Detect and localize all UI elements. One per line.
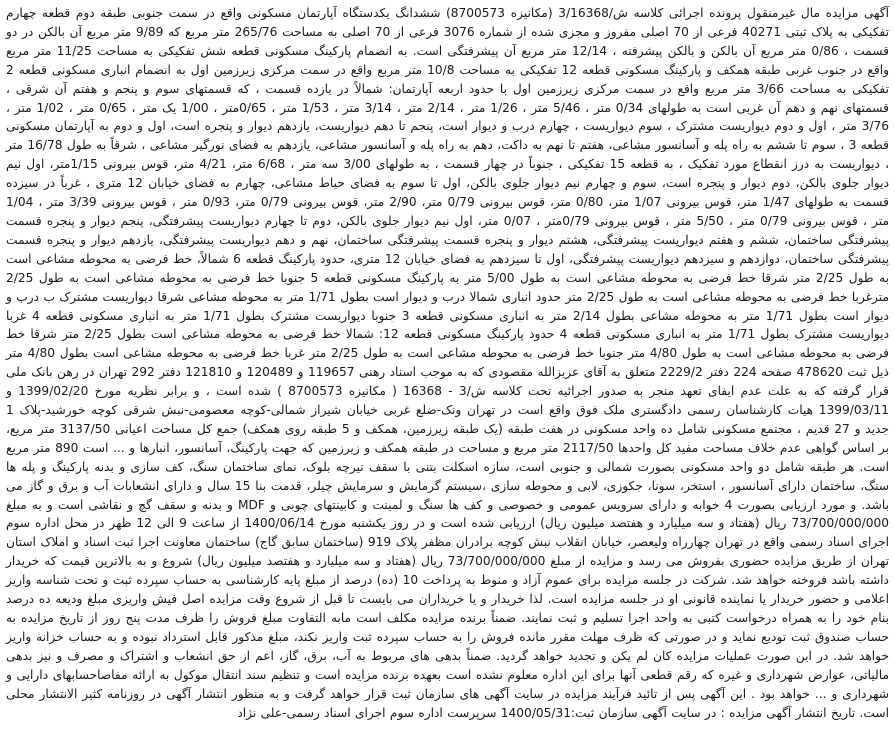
auction-notice-text: آگهی مزایده مال غیرمنقول پرونده اجرائی کلاسه ش/3/16368 (مکانیزه 8700573) ششدانگ یکدستگاه آپارتمان مسکونی واقع در سمت جنوبی طبقه دوم قطعه چهارم تفکیکی به پلاک ثبتی 40271 فرعی از 70 اصلی مفروز و مجزی شده از شماره 3076 فرعی از 70 اصلی به مساحت 265/76 متر مربع که 9/89 متر مربع آن بالکن در دو قسمت ، 0/86 متر مربع آن بالکن و بالکن پیشرفته ، 12/14 متر مربع آن پیشرفتگی است. به انضمام پارکینگ مسکونی قطعه شش تفکیکی به مساحت 11/25 متر مربع واقع در جنوب غربی طبقه همکف و پارکینگ مسکونی قطعه 12 تفکیکی به مساحت 10/8 متر مربع واقع در سمت مرکزی زیرزمین اول به انضمام انباری مسکونی قطعه 2 تفکیکی به مساحت 3/66 متر مربع واقع در سمت مرکزی زیرزمین اول با حدود اربعه آپارتمان: شمالاً در یازده قسمت ، که قسمتهای سوم و پنجم و هفتم آن شرقی ، قسمتهای نهم و دهم آن غربی است به طولهای 0/34 متر ، 5/46 متر ، 1/26 متر ، 2/14 متر ، 3/14 متر ، 1/53 متر ، 0/65متر ، 1/00 یک متر ، 0/65 متر ، 1/02 متر ، 3/76 متر ، اول و دوم دیواریست مشترک ، سوم دیواریست ، چهارم درب و دیوار است، پنجم تا دهم دیواریست، یازدهم دیوار و پنجره است، اول و دوم به آپارتمان مسکونی قطعه 3 ، سوم تا ششم به راه پله و آسانسور مشاعی، هفتم تا نهم به داکت، دهم به راه پله و آسانسور مشاعی، یازدهم به فضای نورگیر مشاعی ، شرقاً به طول 16/78 متر ، دیواریست به درز انقطاع مورد تفکیک ، به قطعه 15 تفکیکی ، جنوباً در چهار قسمت ، به طولهای 3/00 سه متر ، 6/68 متر، 4/21 متر، قوس بیرونی 1/15متر، اول نیم دیوار جلوی بالکن، دوم دیوار و پنجره است، سوم و چهارم نیم دیوار جلوی بالکن، اول تا سوم به فضای حیاط مشاعی، چهارم به فضای خیابان 12 متری ، غرباً در سیزده قسمت به طولهای 1/47 متر، قوس بیرونی 1/07 متر، 0/80 متر، قوس بیرونی 0/79 متر، 2/90 متر، قوس بیرونی 0/79 متر، 0/93 متر ، قوس بیرونی 3/39 متر ، 1/04 متر ، قوس بیرونی 0/79 متر ، 5/50 متر ، قوس بیرونی 0/79متر ، 0/07 متر، اول نیم دیوار جلوی بالکن، دوم تا چهارم دیواریست پیشرفتگی، پنجم دیوار و پنجره قسمت پیشرفتگی ساختمان، ششم و هفتم دیواریست پیشرفتگی، هشتم دیوار و پنجره قسمت پیشرفتگی ساختمان، نهم و دهم دیواریست پیشرفتگی، یازدهم دیوار و پنجره قسمت پیشرفتگی ساختمان، دوازدهم و سیزدهم دیواریست پیشرفتگی، اول تا سیزدهم به فضای خیابان 12 متری، حدود پارکینگ قطعه 6 شمالاً، خط فرضی به محوطه مشاعی است به طول 2/25 متر شرقا خط فرضی به محوطه مشاعی است به طول 5/00 متر به پارکینگ مسکونی قطعه 5 جنوبا خط فرضی به محوطه مشاعی است به طول 2/25 مترغربا خط فرضی به محوطه مشاعی است به طول 2/25 متر حدود انباری شمالا درب و دیوار است بطول 1/71 متر به محوطه مشاعی شرقا دیواریست مشترک ب درب و دیوار است بطول 1/71 متر به محوطه مشاعی بطول 2/14 متر به انباری مسکونی قطعه 3 جنوبا دیواریست مشترک بطول 1/71 متر به انباری مسکونی قطعه 4 غربا دیواریست مشترک بطول 1/71 متر به انباری مسکونی قطعه 4 حدود پارکینگ مسکونی قطعه 12: شمالا خط فرضی به محوطه مشاعی است بطول 2/25 متر شرقا خط فرضی به محوطه مشاعی است به طول 4/80 متر جنوبا خط فرضی به محوطه مشاعی است به طول 2/25 متر غربا خط فرضی به محوطه مشاعی است بطول 4/80 متر ذیل ثبت 478620 صفحه 224 دفتر 2229/2 متعلق به آقای عزیزالله مقصودی که به موجب اسناد رهنی 119657 و 120489 و 121810 دفتر 292 تهران در رهن بانک ملی قرار گرفته که به علت عدم ایفای تعهد منجر به صدور اجرائیه تحت کلاسه ش/3 - 16368 ( مکانیزه 8700573 ) شده است ، و برابر نظریه مورخ 1399/02/20 و 1399/03/11 هیات کارشناسان رسمی دادگستری ملک فوق واقع است در تهران ونک-ضلع غربی خیابان شیراز شمالی-کوچه معصومی-نبش شرقی کوچه خورشید-پلاک 1 جدید و 27 قدیم ، مجتمع مسکونی شامل ده واحد مسکونی در هفت طبقه (یک طبقه زیرزمین، همکف و 5 طبقه روی همکف) جمع کل مساحت اعیانی 3137/50 متر مربع، بر اساس گواهی عدم خلاف مساحت مفید کل واحدها 2117/50 متر مربع و مساحت در طبقه همکف و زیرزمین که جهت پارکینگ، آسانسور، انبارها و ... است 890 متر مربع است. هر طبقه شامل دو واحد مسکونی بصورت شمالی و جنوبی است، سازه اسکلت بتنی با سقف تیرچه بلوک، نمای ساختمان سنگ، کف سازی و بدنه پارکینگ و پله ها سنگ، ساختمان دارای آسانسور ، استخر، سونا، جکوزی، لابی و محوطه سازی ،سیستم گرمایش و سرمایش چیلر، قدمت بنا 15 سال و دارای انشعابات آب و برق و گاز می باشد. و مورد ارزیابی بصورت 4 خوابه و دارای سرویس عمومی و خصوصی و کف ها سنگ و لمینت و کابینتهای چوبی و MDF و بدنه و سقف گچ و نقاشی است و به مبلغ 73/700/000/000 ریال (هفتاد و سه میلیارد و هفتصد میلیون ریال) ارزیابی شده است و در روز یکشنبه مورخ 1400/06/14 از ساعت 9 الی 12 ظهر در محل اداره سوم اجرای اسناد رسمی واقع در تهران چهارراه ولیعصر، خیابان انقلاب نبش کوچه برادران مظفر پلاک 919 (ساختمان سابق گاج) ساختمان معاونت اجرا ثبت اسناد و املاک استان تهران از طریق مزایده حضوری بفروش می رسد و مزایده از مبلغ 73/700/000/000 ریال (هفتاد و سه میلیارد و هفتصد میلیون ریال) شروع و به بالاترین قیمت که خریدار داشته باشد فروخته خواهد شد. شرکت در جلسه مزایده برای عموم آزاد و منوط به پرداخت 10 (ده) درصد از مبلغ پایه کارشناسی به حساب سپرده ثبت و تحت شناسه واریز اعلامی و حضور خریدار یا نماینده قانونی او در جلسه مزایده است. لذا خریدار و یا خریداران می بایست تا قبل از شروع وقت مزایده اصل فیش واریزی مبلغ ودیعه ده درصد بنام خود را به همراه درخواست کتبی به واحد اجرا تسلیم و ثبت نمایند. ضمناً برنده مزایده مکلف است مابه التفاوت مبلغ فروش را ظرف مدت پنج روز از تاریخ مزایده به حساب صندوق ثبت تودیع نماید و در صورتی که ظرف مهلت مقرر مانده فروش را به حساب سپرده ثبت واریز نکند، مبلغ مذکور قابل استرداد نبوده و به حساب خزانه واریز خواهد شد. در این صورت عملیات مزایده کان لم یکن و تجدید خواهد گردید. ضمناً بدهی های مربوط به آب، برق، گاز، اعم از حق انشعاب و اشتراک و مصرف و نیز بدهی مالیاتی، عوارض شهرداری و غیره که رقم قطعی آنها برای این اداره معلوم نشده است بعهده برنده مزایده است و تنظیم سند انتقال موکول به ارائه مفاصاحسابهای دارایی و شهرداری و ... خواهد بود . این آگهی پس از تائید فرآیند مزایده در سایت آگهی های سازمان ثبت قرار خواهد گرفت و به منظور انتشار آگهی در روزنامه کثیر الانتشار محلی است. تاریخ انتشار آگهی مزایده : در سایت آگهی سازمان ثبت:1400/05/31 سرپرست اداره سوم اجرای اسناد رسمی-علی نژاد bbox=[6, 6, 890, 720]
